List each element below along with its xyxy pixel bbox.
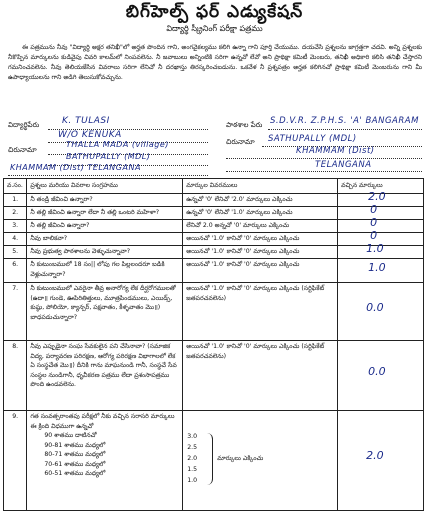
list-item: 60-51 శాతము మధ్యలో xyxy=(44,470,106,477)
table-row xyxy=(4,283,424,341)
row-question: నీ కుటుంబములో 18 సం|| లోపు గల పిల్లలందరూ బడికి వెళ్లుచున్నారా? xyxy=(27,259,183,283)
scale-value: 3.0 xyxy=(187,433,198,440)
row-number: 5. xyxy=(4,246,27,259)
table-row xyxy=(4,259,424,283)
row-scoring-text: మార్కులు ఎక్కించు xyxy=(217,455,264,462)
table-row xyxy=(4,246,424,259)
table-row xyxy=(4,220,424,233)
form-title: బిగ్‌హెల్ప్ ఫర్ ఎడ్యుకేషన్ xyxy=(125,2,304,22)
row-question xyxy=(27,411,183,511)
row-question: నీవు ఎప్పుడైనా సంఘ సేవకులైన పని చేసినావా? (సమాజిక విద్య, పర్యావరణ పరిరక్షణ, ఆరోగ్య పరిరక్షణ విభాగాలలో లేక ఏ సంస్థచేత మొ॥) దీనికి గాను మాఘనుండి గానీ, సంస్థచే సేవ సంస్థల నుండిగానీ, ధృవీకరణ పత్రము లేదా ప్రశంసాపత్రము పొంది ఉండవలెను. xyxy=(27,341,183,411)
address-line2: BATHUPALLY (MDL) xyxy=(66,152,151,161)
row-number: 4. xyxy=(4,233,27,246)
marks-cell[interactable] xyxy=(338,242,424,259)
scale-value: 1.0 xyxy=(187,477,198,484)
guardian-value: W/O KENUKA xyxy=(58,130,122,140)
row-scoring: అయినచో '1.0' కానిచో '0' మార్కులు ఎక్కించు xyxy=(183,259,338,283)
row-question: నీ తల్లి జీవించి ఉన్నారా? xyxy=(27,220,183,233)
address-line3: KHAMMAM (Dist) TELANGANA xyxy=(10,163,141,172)
school-name-line xyxy=(268,129,422,130)
row-question: నీవు బాలికవా? xyxy=(27,233,183,246)
student-name-value: K. TULASI xyxy=(62,116,110,126)
row-scoring: అయినచో '1.0' కానిచో '0' మార్కులు ఎక్కించు xyxy=(183,233,338,246)
school-address-line2: KHAMMAM (Dist) xyxy=(296,146,375,156)
table-row xyxy=(4,207,424,220)
address-label: చిరునామా xyxy=(8,146,37,154)
row-scoring: అయినచో '1.0' కానిచో '0' మార్కులు ఎక్కించు (సర్టిఫికేట్ జతపరచవలెను) xyxy=(183,341,338,411)
scale-brace xyxy=(207,433,213,485)
row-scoring: అయినచో '1.0' కానిచో '0' మార్కులు ఎక్కించు (సర్టిఫికేట్ జతపరచవలెను) xyxy=(183,283,338,341)
row-question-text: గత సంవత్సరాంతపు పరీక్షలో నీకు వచ్చిన సరాసరి మార్కులు ఈ క్రింది విధముగా ఉన్నచో xyxy=(30,413,175,430)
list-item: 90-81 శాతము మధ్యలో xyxy=(44,441,106,449)
row-question: నీ తల్లి జీవించి ఉన్నారా లేదా నీ తల్లి ఒంటరి మహిళా? xyxy=(27,207,183,220)
table-header-row xyxy=(4,179,424,194)
row-number: 1. xyxy=(4,194,27,207)
table-row xyxy=(4,233,424,246)
handwritten-mark: 2.0 xyxy=(368,190,386,203)
handwritten-mark: 0.0 xyxy=(366,301,384,314)
school-address-line3: TELANGANA xyxy=(315,160,372,170)
row-number: 3. xyxy=(4,220,27,233)
marks-cell[interactable] xyxy=(338,203,424,220)
marks-cell[interactable] xyxy=(338,283,424,341)
list-item: 80-71 శాతము మధ్యలో xyxy=(44,451,106,458)
list-item: 70-61 శాతము మధ్యలో xyxy=(44,460,106,468)
school-name-value: S.D.V.R. Z.P.H.S. 'A' BANGARAM xyxy=(270,116,419,126)
handwritten-mark: 0 xyxy=(370,229,378,242)
row-scoring xyxy=(183,411,338,511)
percentage-list xyxy=(30,431,179,479)
handwritten-mark: 1.0 xyxy=(366,242,384,255)
header-question: ప్రశ్నలు మరియు వివరాల సంగ్రహము xyxy=(27,179,183,194)
school-address-label: చిరునామా xyxy=(226,138,255,146)
school-address-line-2 xyxy=(226,158,422,159)
school-address-line-3 xyxy=(226,171,422,172)
row-number: 6. xyxy=(4,259,27,283)
student-name-label: విద్యార్థిపేరు xyxy=(8,121,40,129)
table-row xyxy=(4,411,424,511)
row-scoring: అయినచో '1.0' కానిచో '0' మార్కులు ఎక్కించు xyxy=(183,246,338,259)
row-scoring: లేనిచో 2.0 అన్నచో '0' మార్కులు ఎక్కించు xyxy=(183,220,338,233)
marks-cell[interactable] xyxy=(338,259,424,283)
address-line1: THALLA MADA (village) xyxy=(66,140,169,149)
row-number: 2. xyxy=(4,207,27,220)
handwritten-mark: 0 xyxy=(370,216,378,229)
table-row xyxy=(4,341,424,411)
row-question: నీ తండ్రి జీవించి ఉన్నారా? xyxy=(27,194,183,207)
scale-value: 2.0 xyxy=(187,455,198,462)
school-address-line1: SATHUPALLY (MDL) xyxy=(268,134,357,144)
header-scoring: మార్కుల వివరములు xyxy=(183,179,338,194)
address-line-3 xyxy=(8,175,208,176)
handwritten-mark: 0 xyxy=(370,203,378,216)
row-number: 8. xyxy=(4,341,27,411)
scale-value: 2.5 xyxy=(187,444,198,451)
row-scoring: ఉన్నచో '0' లేనిచో '2.0' మార్కులు ఎక్కించు xyxy=(183,194,338,207)
row-question: నీవు ప్రభుత్వ పాఠశాలను వెళ్ళుచున్నావా? xyxy=(27,246,183,259)
scale-value: 1.5 xyxy=(187,466,198,473)
handwritten-mark: 1.0 xyxy=(368,261,386,274)
questions-table xyxy=(3,178,424,511)
row-scoring: ఉన్నచో '0' లేనిచో '1.0' మార్కులు ఎక్కించు xyxy=(183,207,338,220)
row-number: 7. xyxy=(4,283,27,341)
handwritten-mark: 2.0 xyxy=(366,449,384,462)
marks-cell[interactable] xyxy=(338,216,424,233)
row-number: 9. xyxy=(4,411,27,511)
marks-cell[interactable] xyxy=(338,190,424,207)
school-name-label: పాఠశాల పేరు xyxy=(226,121,263,129)
score-scale xyxy=(187,431,203,486)
intro-paragraph: ఈ పత్రమును నీవు "విద్యార్థి అక్షర తనిఖీ"లో అర్హత పొందిన గాని, అంగవైకల్యము కలిగి ఉన్నా గాని పూర్తి చేయుము. దయచేసి ప్రశ్నలను జాగ్రత్తగా చదవి. అన్ని ప్రశ్నలకు నీకొప్పిన మార్కులను కుడివైపు చివరి కాలమ్‌లో నింపవలెను. నీ జవాబులు అన్నింటికి సరిగా ఉన్నవో లేవో అని ప్రాథిక్షా కమిటీ మెంబరు, తనిఖీ అధికారి కలిసి తనిఖీ చేస్తారని గమనించవలెను. నీవు తెలియజేసిన వివరాలు సరిగా లేనిచో నీ దరఖాస్తు తిరస్కరించబడును. ఒకవేళ నీ ప్రశ్నపత్రం అర్హత కలిగినచో ప్రాథిక్షా కమిటీ మెంబరును గాని మీ ఉపాధ్యాయులను గాని అడిగి తెలుసుకోవచ్చును. xyxy=(8,44,422,81)
header-no: వ.సం. xyxy=(4,179,27,194)
marks-cell[interactable] xyxy=(338,341,424,411)
table-row xyxy=(4,194,424,207)
form-subtitle: విద్యార్థి స్క్రీనింగ్ పరీక్షా పత్రము xyxy=(166,24,263,33)
row-question: నీ కుటుంబములో ఎవరైనా తీవ్ర అనారోగ్య లేక దీర్ఘరోగములతో (ఉదా॥ గుండె, ఊపిరితిత్తులు, మూత్రపిండములు, ఎయిడ్స్, కుష్ఠు, పోలియో, క్యాన్సర్, పక్షవాతం, కీళ్ళవాతం మొ॥) బాధపడుచున్నారా? xyxy=(27,283,183,341)
header-marks: వచ్చిన మార్కులు xyxy=(338,179,424,194)
marks-cell[interactable] xyxy=(338,411,424,511)
list-item: 90 శాతము దాటినచో xyxy=(44,432,97,439)
handwritten-mark: 0.0 xyxy=(368,365,386,378)
